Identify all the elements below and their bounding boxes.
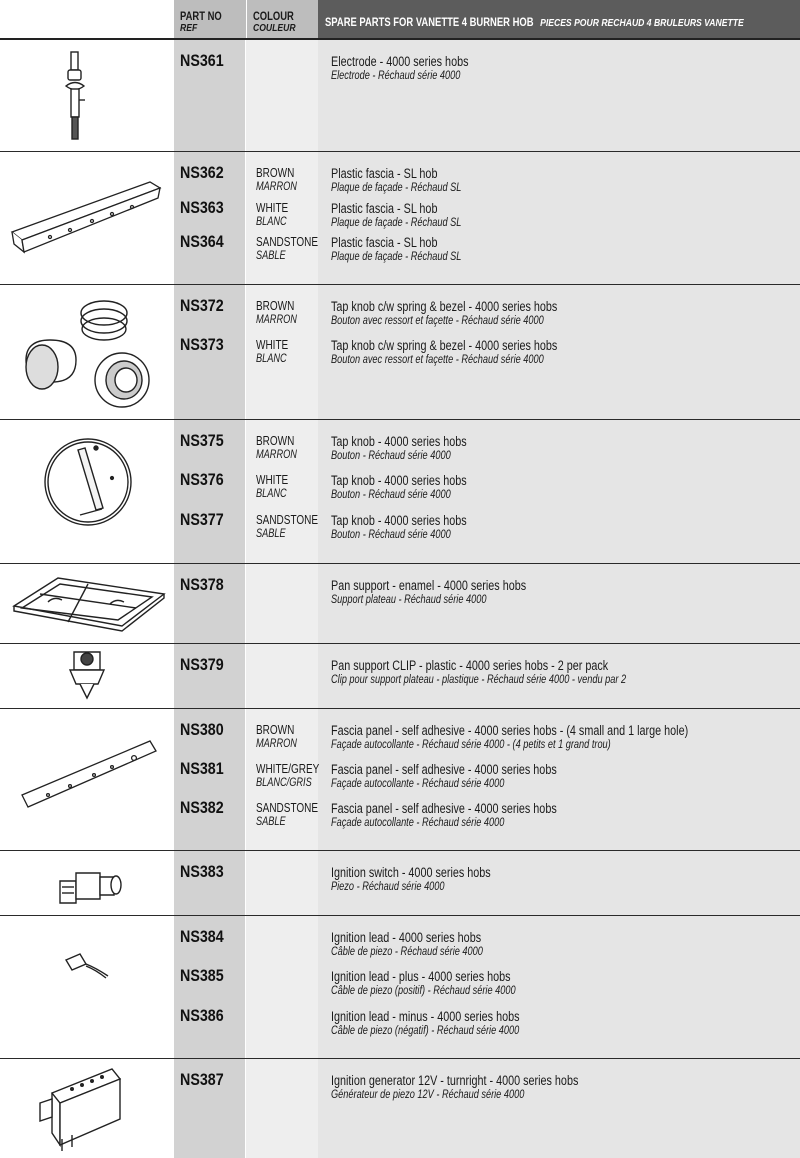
part-item <box>0 432 800 468</box>
description-en: Fascia panel - self adhesive - 4000 series hobs <box>331 801 557 816</box>
part-item <box>0 1071 800 1107</box>
colour-fr: SABLE <box>256 528 286 540</box>
description-fr: Bouton - Réchaud série 4000 <box>331 529 451 541</box>
part-item <box>0 52 800 88</box>
colour-fr: MARRON <box>256 449 297 461</box>
part-item <box>0 233 800 269</box>
colour-en: WHITE <box>256 338 289 352</box>
part-item <box>0 336 800 372</box>
part-number: NS385 <box>180 966 224 985</box>
description-fr: Façade autocollante - Réchaud série 4000 - (4 petits et 1 grand trou) <box>331 739 611 751</box>
part-item <box>0 297 800 333</box>
parts-row <box>0 285 800 420</box>
part-item <box>0 721 800 757</box>
part-item <box>0 656 800 692</box>
description-fr: Plaque de façade - Réchaud SL <box>331 251 462 263</box>
description-en: Electrode - 4000 series hobs <box>331 54 469 69</box>
part-number: NS387 <box>180 1070 224 1089</box>
part-number: NS378 <box>180 575 224 594</box>
part-item <box>0 511 800 547</box>
description-en: Tap knob - 4000 series hobs <box>331 434 467 449</box>
header-part-no <box>174 0 246 38</box>
description-fr: Plaque de façade - Réchaud SL <box>331 182 462 194</box>
description-en: Pan support CLIP - plastic - 4000 series hobs - 2 per pack <box>331 658 609 673</box>
description-fr: Plaque de façade - Réchaud SL <box>331 217 462 229</box>
part-number: NS363 <box>180 198 224 217</box>
description-en: Ignition lead - minus - 4000 series hobs <box>331 1009 520 1024</box>
description-fr: Electrode - Réchaud série 4000 <box>331 70 461 82</box>
part-item <box>0 760 800 796</box>
part-item <box>0 199 800 235</box>
colour-en: SANDSTONE <box>256 801 319 815</box>
header-colour <box>247 0 319 38</box>
description-en: Tap knob c/w spring & bezel - 4000 series hobs <box>331 299 558 314</box>
colour-en: WHITE <box>256 473 289 487</box>
header-colour-en: COLOUR <box>253 11 294 23</box>
colour-fr: BLANC <box>256 488 287 500</box>
header-part-no-fr: REF <box>180 22 198 34</box>
description-fr: Bouton avec ressort et façette - Réchaud série 4000 <box>331 354 544 366</box>
part-number: NS362 <box>180 163 224 182</box>
colour-en: SANDSTONE <box>256 513 319 527</box>
description-en: Ignition lead - plus - 4000 series hobs <box>331 969 511 984</box>
parts-row <box>0 564 800 644</box>
colour-fr: BLANC <box>256 353 287 365</box>
header-part-no-en: PART NO <box>180 11 222 23</box>
parts-row <box>0 40 800 152</box>
colour-en: WHITE/GREY <box>256 762 320 776</box>
part-number: NS377 <box>180 510 224 529</box>
description-en: Ignition generator 12V - turnright - 4000 series hobs <box>331 1073 579 1088</box>
parts-row <box>0 709 800 851</box>
colour-fr: SABLE <box>256 250 286 262</box>
colour-en: BROWN <box>256 434 295 448</box>
part-item <box>0 1007 800 1043</box>
description-en: Fascia panel - self adhesive - 4000 series hobs <box>331 762 557 777</box>
colour-en: BROWN <box>256 723 295 737</box>
part-number: NS375 <box>180 431 224 450</box>
parts-row <box>0 916 800 1059</box>
colour-fr: MARRON <box>256 314 297 326</box>
parts-row <box>0 851 800 916</box>
header-title-en: SPARE PARTS FOR VANETTE 4 BURNER HOB <box>325 17 534 29</box>
description-fr: Bouton avec ressort et façette - Réchaud série 4000 <box>331 315 544 327</box>
colour-fr: MARRON <box>256 738 297 750</box>
parts-row <box>0 1059 800 1158</box>
description-en: Tap knob - 4000 series hobs <box>331 513 467 528</box>
description-en: Tap knob c/w spring & bezel - 4000 series hobs <box>331 338 558 353</box>
part-number: NS386 <box>180 1006 224 1025</box>
description-en: Tap knob - 4000 series hobs <box>331 473 467 488</box>
header-title-fr: PIECES POUR RECHAUD 4 BRULEURS VANETTE <box>540 17 744 29</box>
colour-en: BROWN <box>256 299 295 313</box>
description-en: Pan support - enamel - 4000 series hobs <box>331 578 527 593</box>
colour-fr: SABLE <box>256 816 286 828</box>
part-number: NS379 <box>180 655 224 674</box>
description-fr: Câble de piezo (positif) - Réchaud série 4000 <box>331 985 516 997</box>
description-en: Plastic fascia - SL hob <box>331 166 438 181</box>
parts-row <box>0 420 800 564</box>
part-number: NS376 <box>180 470 224 489</box>
description-fr: Façade autocollante - Réchaud série 4000 <box>331 817 505 829</box>
header-colour-fr: COULEUR <box>253 22 296 34</box>
part-item <box>0 799 800 835</box>
part-number: NS382 <box>180 798 224 817</box>
colour-fr: MARRON <box>256 181 297 193</box>
description-en: Plastic fascia - SL hob <box>331 201 438 216</box>
description-fr: Bouton - Réchaud série 4000 <box>331 450 451 462</box>
part-item <box>0 471 800 507</box>
parts-row <box>0 152 800 285</box>
description-fr: Câble de piezo (négatif) - Réchaud série 4000 <box>331 1025 520 1037</box>
part-item <box>0 863 800 899</box>
part-number: NS383 <box>180 862 224 881</box>
part-number: NS361 <box>180 51 224 70</box>
part-item <box>0 164 800 200</box>
part-number: NS380 <box>180 720 224 739</box>
colour-en: SANDSTONE <box>256 235 319 249</box>
part-number: NS381 <box>180 759 224 778</box>
description-en: Ignition lead - 4000 series hobs <box>331 930 482 945</box>
description-fr: Support plateau - Réchaud série 4000 <box>331 594 487 606</box>
description-fr: Piezo - Réchaud série 4000 <box>331 881 445 893</box>
description-fr: Clip pour support plateau - plastique - Réchaud série 4000 - vendu par 2 <box>331 674 627 686</box>
description-fr: Câble de piezo - Réchaud série 4000 <box>331 946 483 958</box>
header-title <box>318 0 800 38</box>
part-number: NS372 <box>180 296 224 315</box>
part-number: NS364 <box>180 232 224 251</box>
description-fr: Façade autocollante - Réchaud série 4000 <box>331 778 505 790</box>
description-en: Fascia panel - self adhesive - 4000 series hobs - (4 small and 1 large hole) <box>331 723 689 738</box>
part-item <box>0 967 800 1003</box>
description-fr: Générateur de piezo 12V - Réchaud série 4000 <box>331 1089 525 1101</box>
colour-en: WHITE <box>256 201 289 215</box>
description-en: Ignition switch - 4000 series hobs <box>331 865 491 880</box>
parts-row <box>0 644 800 709</box>
part-number: NS384 <box>180 927 224 946</box>
colour-fr: BLANC <box>256 216 287 228</box>
colour-fr: BLANC/GRIS <box>256 777 312 789</box>
description-en: Plastic fascia - SL hob <box>331 235 438 250</box>
part-item <box>0 928 800 964</box>
part-number: NS373 <box>180 335 224 354</box>
colour-en: BROWN <box>256 166 295 180</box>
description-fr: Bouton - Réchaud série 4000 <box>331 489 451 501</box>
part-item <box>0 576 800 612</box>
